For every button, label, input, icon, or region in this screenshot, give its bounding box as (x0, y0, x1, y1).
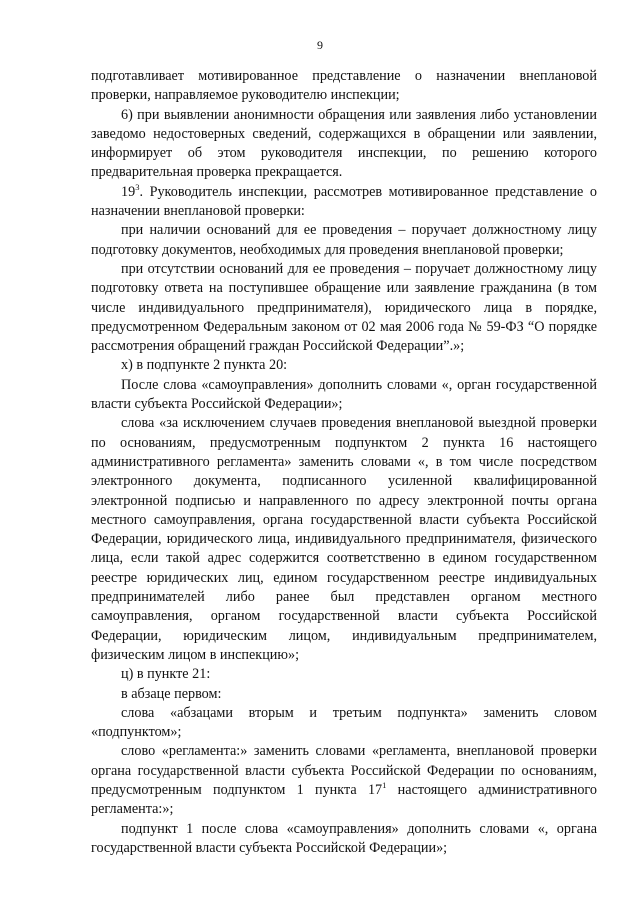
superscript: 1 (382, 779, 387, 790)
paragraph: х) в подпункте 2 пункта 20: (121, 357, 288, 374)
paragraph (91, 742, 597, 819)
document-body (91, 67, 597, 858)
paragraph (91, 183, 597, 222)
page-number: 9 (317, 38, 323, 52)
paragraph: при отсутствии оснований для ее проведения – поручает должностному лицу подготовку ответа на поступившее обращение или заявление гражданина (в том числе индивидуального предпринимателя), юридического лица в порядке, предусмотренном Федеральным законом от 02 мая 2006 года № 59-ФЗ “О порядке рассмотрения обращений граждан Российской Федерации”.»; (91, 260, 597, 355)
paragraph-text: слово «регламента:» заменить словами «регламента, внеплановой проверки органа государственной власти субъекта Российской Федерации по основаниям, предусмотренным подпунктом 1 пункта 17 (91, 743, 597, 798)
paragraph-text: . Руководитель инспекции, рассмотрев мотивированное представление о назначении внеплановой проверки: (91, 183, 597, 220)
paragraph: После слова «самоуправления» дополнить словами «, орган государственной власти субъекта Российской Федерации»; (91, 376, 597, 413)
paragraph: ц) в пункте 21: (121, 666, 211, 683)
paragraph: в абзаце первом: (121, 685, 222, 702)
paragraph-text: настоящего административного регламента:»; (91, 781, 597, 818)
superscript: 3 (135, 181, 140, 192)
paragraph: слова «за исключением случаев проведения внеплановой выездной проверки по основаниям, предусмотренным подпунктом 2 пункта 16 настоящего административного регламента» заменить словами «, в том числе посредством электронного документа, подписанного усиленной квалифицированной электронной подписью и направленного по адресу электронной почты органа местного самоуправления, органа государственной власти субъекта Российской Федерации, юридического лица, индивидуального предпринимателя, физического лица, если такой адрес содержится соответственно в едином государственном реестре юридических лиц, едином государственном реестре индивидуальных предпринимателей либо ранее был представлен органом местного самоуправления, органом государственной власти субъекта Российской Федерации, юридическим лицом, индивидуальным предпринимателем, физическим лицом в инспекцию»; (91, 415, 597, 663)
paragraph: подпункт 1 после слова «самоуправления» дополнить словами «, органа государственной власти субъекта Российской Федерации»; (91, 820, 597, 856)
paragraph: слова «абзацами вторым и третьим подпункта» заменить словом «подпунктом»; (91, 704, 597, 741)
paragraph: 6) при выявлении анонимности обращения или заявления либо установлении заведомо недостоверных сведений, содержащихся в обращении или заявлении, информирует об этом руководителя инспекции, по решению которого предварительная проверка прекращается. (91, 106, 597, 181)
paragraph: при наличии оснований для ее проведения – поручает должностному лицу подготовку документов, необходимых для проведения внеплановой проверки; (91, 222, 597, 258)
paragraph-text: 19 (121, 183, 136, 200)
paragraph: подготавливает мотивированное представление о назначении внеплановой проверки, направляемое руководителю инспекции; (91, 68, 597, 104)
